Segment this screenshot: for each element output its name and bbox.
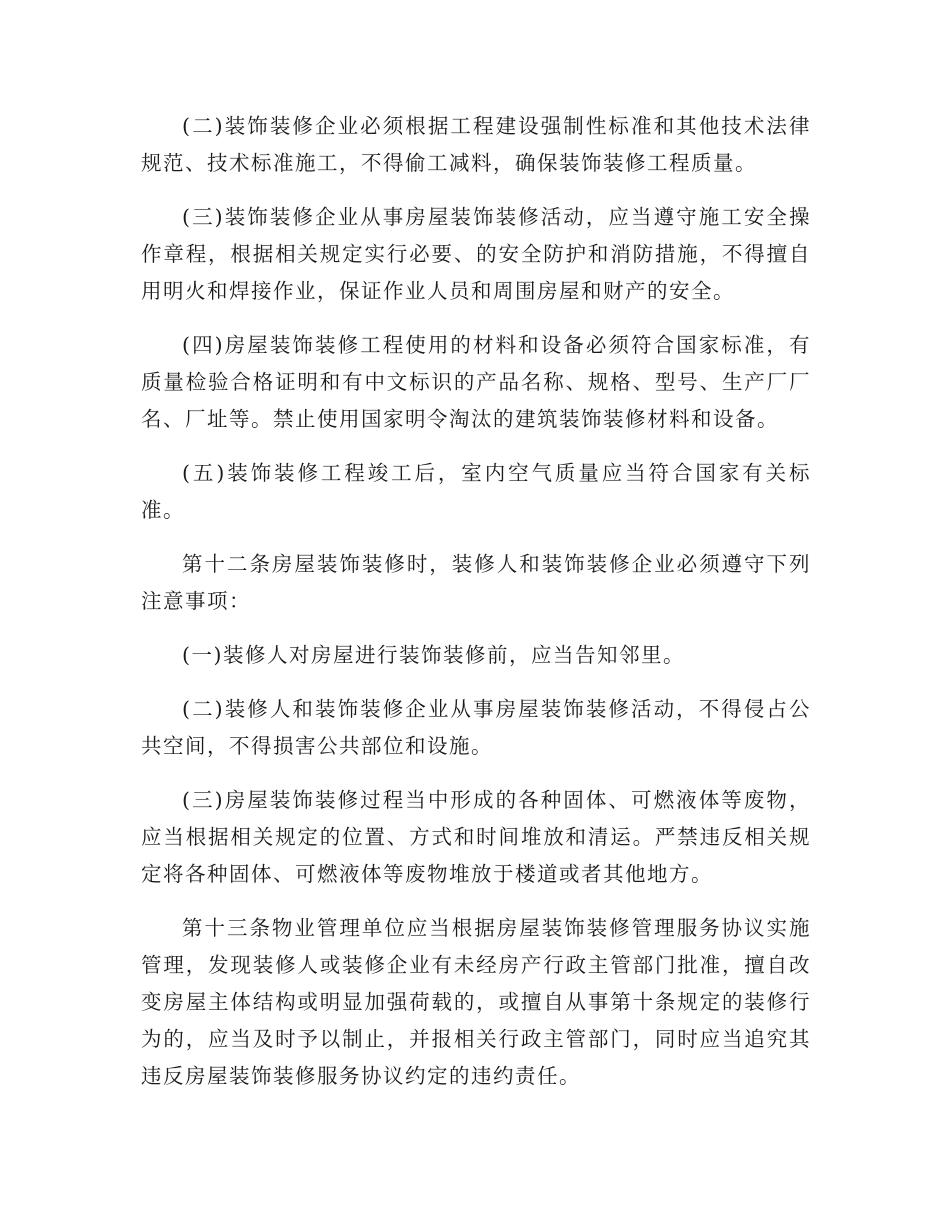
paragraph-clause-4-materials: (四)房屋装饰装修工程使用的材料和设备必须符合国家标准，有质量检验合格证明和有中文标识的产品名称、规格、型号、生产厂厂名、厂址等。禁止使用国家明令淘汰的建筑装饰装修材料和设备。 — [141, 333, 811, 431]
paragraph-clause-3-safety: (三)装饰装修企业从事房屋装饰装修活动，应当遵守施工安全操作章程，根据相关规定实行必要、的安全防护和消防措施，不得擅自用明火和焊接作业，保证作业人员和周围房屋和财产的安全。 — [141, 205, 811, 303]
paragraph-article-12-item-1: (一)装修人对房屋进行装饰装修前，应当告知邻里。 — [182, 643, 685, 667]
paragraph-clause-2-quality: (二)装饰装修企业必须根据工程建设强制性标准和其他技术法律规范、技术标准施工，不得偷工减料，确保装饰装修工程质量。 — [141, 114, 811, 175]
document-body — [141, 108, 811, 1112]
paragraph-clause-5-air-quality: (五)装饰装修工程竣工后，室内空气质量应当符合国家有关标准。 — [141, 461, 811, 522]
paragraph-article-13: 第十三条物业管理单位应当根据房屋装饰装修管理服务协议实施管理，发现装修人或装修企业有未经房产行政主管部门批准，擅自改变房屋主体结构或明显加强荷载的，或擅自从事第十条规定的装修行为的，应当及时予以制止，并报相关行政主管部门，同时应当追究其违反房屋装饰装修服务协议约定的违约责任。 — [141, 916, 811, 1088]
paragraph-article-12: 第十二条房屋装饰装修时，装修人和装饰装修企业必须遵守下列注意事项： — [141, 552, 811, 613]
paragraph-article-12-item-2: (二)装修人和装饰装修企业从事房屋装饰装修活动，不得侵占公共空间，不得损害公共部位和设施。 — [141, 697, 811, 758]
paragraph-article-12-item-3: (三)房屋装饰装修过程当中形成的各种固体、可燃液体等废物，应当根据相关规定的位置、方式和时间堆放和清运。严禁违反相关规定将各种固体、可燃液体等废物堆放于楼道或者其他地方。 — [141, 788, 811, 886]
